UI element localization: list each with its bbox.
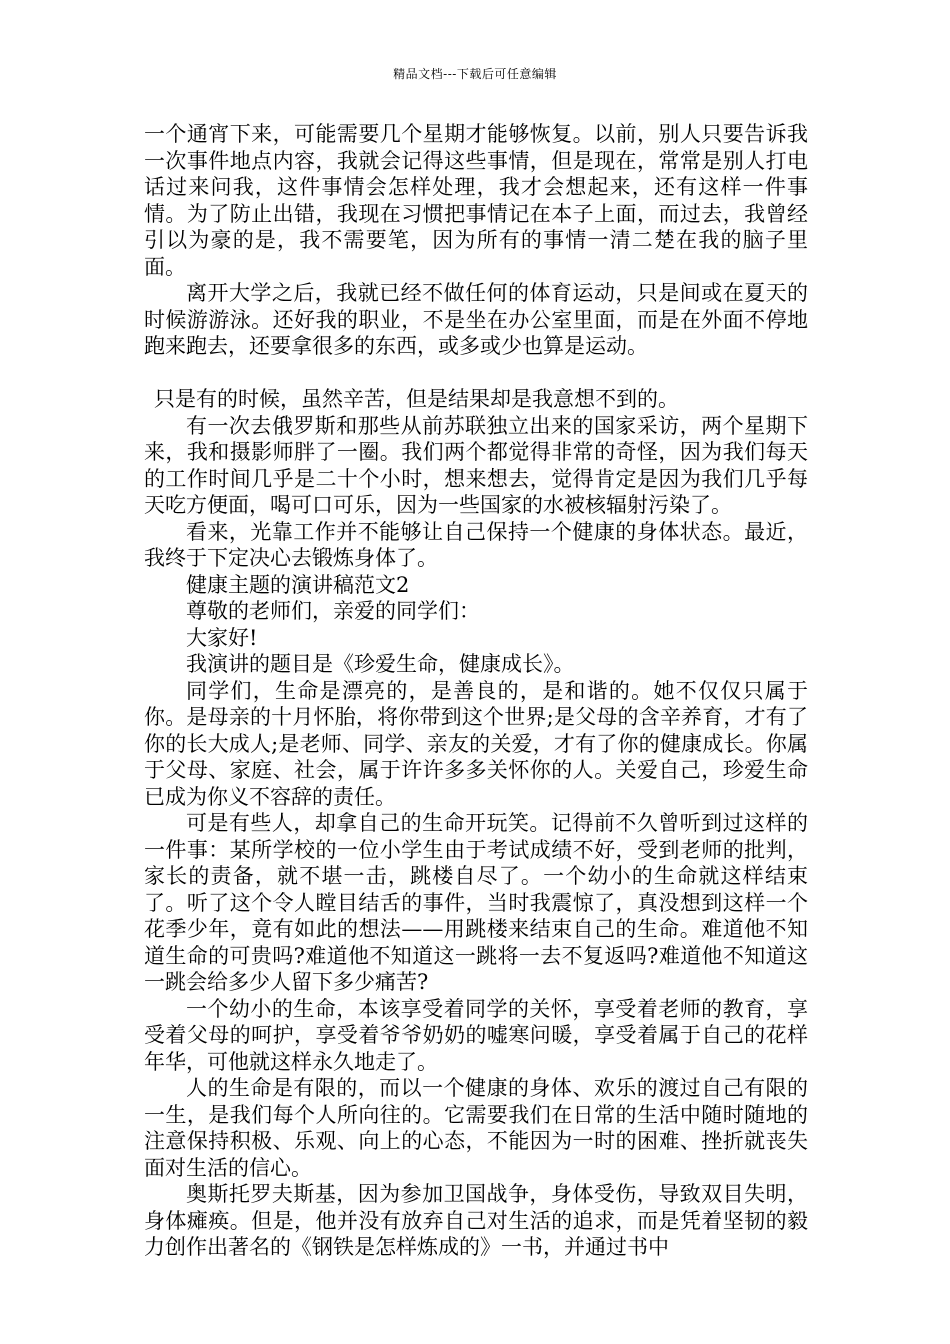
blank-line xyxy=(144,360,808,387)
document-body xyxy=(144,121,808,1261)
paragraph: 可是有些人，却拿自己的生命开玩笑。记得前不久曾听到过这样的一件事：某所学校的一位小学生由于考试成绩不好，受到老师的批判，家长的责备，就不堪一击，跳楼自尽了。一个幼小的生命就这样结束了。听了这个令人瞠目结舌的事件，当时我震惊了，真没想到这样一个花季少年，竟有如此的想法——用跳楼来结束自己的生命。难道他不知道生命的可贵吗?难道他不知道这一跳将一去不复返吗?难道他不知道这一跳会给多少人留下多少痛苦? xyxy=(144,811,808,994)
paragraph: 一个通宵下来，可能需要几个星期才能够恢复。以前，别人只要告诉我一次事件地点内容，我就会记得这些事情，但是现在，常常是别人打电话过来问我，这件事情会怎样处理，我才会想起来，还有这样一件事情。为了防止出错，我现在习惯把事情记在本子上面，而过去，我曾经引以为豪的是，我不需要笔，因为所有的事情一清二楚在我的脑子里面。 xyxy=(144,122,808,279)
speech-topic: 我演讲的题目是《珍爱生命，健康成长》。 xyxy=(186,652,575,676)
page-header: 精品文档---下载后可任意编辑 xyxy=(393,67,557,81)
paragraph: 一个幼小的生命，本该享受着同学的关怀，享受着老师的教育，享受着父母的呵护，享受着爷爷奶奶的嘘寒问暖，享受着属于自己的花样年华，可他就这样永久地走了。 xyxy=(144,996,808,1074)
paragraph: 奥斯托罗夫斯基，因为参加卫国战争，身体受伤，导致双目失明，身体瘫痪。但是，他并没有放弃自己对生活的追求，而是凭着坚韧的毅力创作出著名的《钢铁是怎样炼成的》一书，并通过书中 xyxy=(144,1182,808,1259)
section-title: 健康主题的演讲稿范文2 xyxy=(186,572,410,597)
paragraph: 只是有的时候，虽然辛苦，但是结果却是我意想不到的。 xyxy=(154,387,679,411)
greeting: 大家好! xyxy=(186,625,258,650)
paragraph: 离开大学之后，我就已经不做任何的体育运动，只是间或在夏天的时候游游泳。还好我的职业，不是坐在办公室里面，而是在外面不停地跑来跑去，还要拿很多的东西，或多或少也算是运动。 xyxy=(144,281,808,358)
paragraph: 同学们，生命是漂亮的，是善良的，是和谐的。她不仅仅只属于你。是母亲的十月怀胎，将你带到这个世界;是父母的含辛养育，才有了你的长大成人;是老师、同学、亲友的关爱，才有了你的健康成长。你属于父母、家庭、社会，属于许许多多关怀你的人。关爱自己，珍爱生命已成为你义不容辞的责任。 xyxy=(144,678,808,809)
paragraph: 人的生命是有限的，而以一个健康的身体、欢乐的渡过自己有限的一生，是我们每个人所向往的。它需要我们在日常的生活中随时随地的注意保持积极、乐观、向上的心态，不能因为一时的困难、挫折就丧失面对生活的信心。 xyxy=(144,1076,808,1180)
paragraph: 有一次去俄罗斯和那些从前苏联独立出来的国家采访，两个星期下来，我和摄影师胖了一圈。我们两个都觉得非常的奇怪，因为我们每天的工作时间几乎是二十个小时，想来想去，觉得肯定是因为我们几乎每天吃方便面，喝可口可乐，因为一些国家的水被核辐射污染了。 xyxy=(144,413,808,517)
salutation: 尊敬的老师们，亲爱的同学们： xyxy=(186,599,480,623)
paragraph: 看来，光靠工作并不能够让自己保持一个健康的身体状态。最近，我终于下定决心去锻炼身体了。 xyxy=(144,519,808,570)
